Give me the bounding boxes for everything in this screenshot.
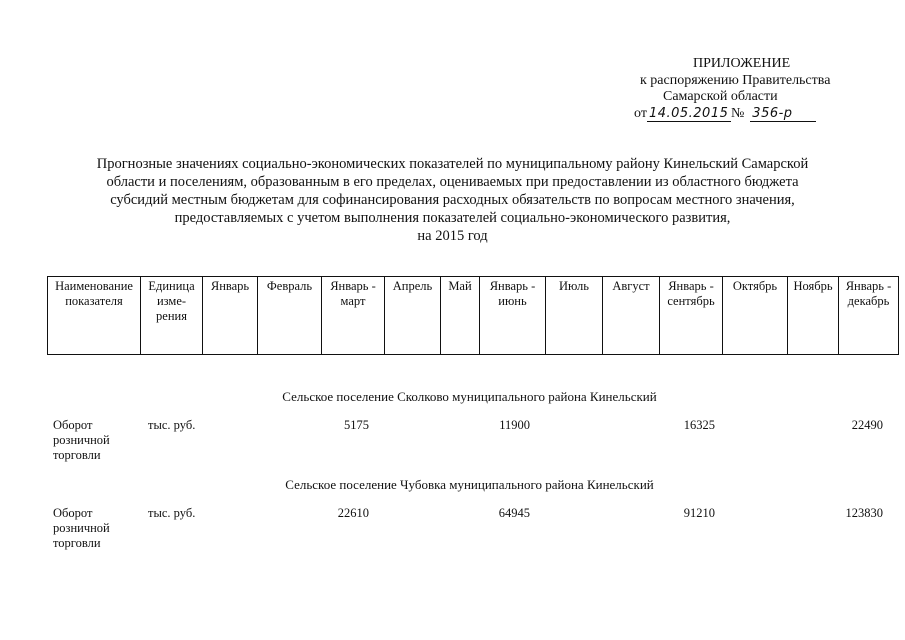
value-jan-dec: 22490 (851, 418, 883, 432)
value-jan-mar: 22610 (337, 506, 369, 520)
col-header-november: Ноябрь (788, 277, 839, 355)
table-header-row (48, 277, 899, 355)
value-jan-dec: 123830 (845, 506, 883, 520)
col-header-indicator: Наименование показателя (48, 277, 141, 355)
indicator-name: Оборот розничной торговли (53, 418, 110, 462)
document-title (40, 155, 865, 245)
appendix-date-line (634, 105, 816, 122)
title-line: субсидий местным бюджетам для софинансирования расходных обязательств по вопросам местного значения, (110, 192, 795, 208)
appendix-title: ПРИЛОЖЕНИЕ (693, 56, 791, 71)
section-title-chubovka: Сельское поселение Чубовка муниципального района Кинельский (285, 477, 654, 492)
col-header-october: Октябрь (723, 277, 788, 355)
title-line: области и поселениям, образованным в его пределах, оцениваемых при предоставлении из областного бюджета (106, 174, 799, 190)
indicators-table-header (47, 276, 899, 355)
col-header-jan-sep: Январь - сентябрь (660, 277, 723, 355)
col-header-unit: Единица изме-рения (141, 277, 203, 355)
value-jan-jun: 64945 (498, 506, 530, 520)
value-jan-mar: 5175 (344, 418, 369, 432)
col-header-jan-mar: Январь - март (322, 277, 385, 355)
unit-value: тыс. руб. (148, 506, 196, 520)
value-jan-sep: 16325 (683, 418, 715, 432)
appendix-line-2: Самарской области (663, 89, 778, 104)
col-header-july: Июль (546, 277, 603, 355)
section-title-skolkovo: Сельское поселение Сколково муниципального района Кинельский (282, 389, 657, 404)
col-header-august: Август (603, 277, 660, 355)
handwritten-number: 356-р (750, 107, 816, 122)
col-header-jan-dec: Январь - декабрь (839, 277, 899, 355)
col-header-february: Февраль (258, 277, 322, 355)
number-prefix: № (730, 106, 745, 121)
col-header-may: Май (441, 277, 480, 355)
title-line: на 2015 год (417, 228, 488, 244)
unit-value: тыс. руб. (148, 418, 196, 432)
value-jan-jun: 11900 (499, 418, 530, 432)
title-line: Прогнозные значениях социально-экономических показателей по муниципальному району Кинельский Самарской (96, 156, 809, 172)
col-header-jan-jun: Январь - июнь (480, 277, 546, 355)
col-header-april: Апрель (385, 277, 441, 355)
value-jan-sep: 91210 (683, 506, 715, 520)
indicator-name: Оборот розничной торговли (53, 506, 110, 550)
handwritten-date: 14.05.2015 (647, 107, 731, 122)
date-prefix: от (634, 106, 647, 121)
appendix-line-1: к распоряжению Правительства (640, 73, 831, 88)
title-line: предоставляемых с учетом выполнения показателей социально-экономического развития, (174, 210, 731, 226)
col-header-january: Январь (203, 277, 258, 355)
